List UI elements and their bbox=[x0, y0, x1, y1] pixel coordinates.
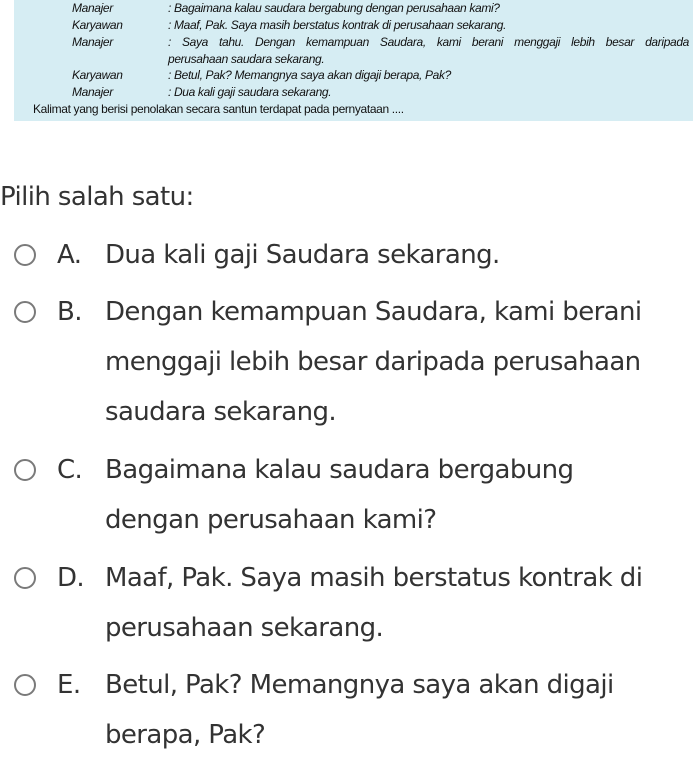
option-letter: E. bbox=[57, 670, 81, 700]
option-d[interactable] bbox=[0, 553, 693, 653]
option-c[interactable] bbox=[0, 445, 693, 545]
option-text: menggaji lebih besar daripada perusahaan bbox=[105, 347, 641, 377]
option-letter: B. bbox=[57, 297, 82, 327]
radio-button[interactable] bbox=[14, 301, 36, 323]
question-image bbox=[14, 0, 693, 121]
option-text: Betul, Pak? Memangnya saya akan digaji bbox=[105, 670, 614, 700]
dialog-speaker: Karyawan bbox=[72, 68, 123, 82]
dialog-text-continuation: perusahaan saudara sekarang. bbox=[168, 52, 325, 66]
dialog-speaker: Karyawan bbox=[72, 18, 123, 32]
option-letter: C. bbox=[57, 455, 83, 485]
radio-button[interactable] bbox=[14, 567, 36, 589]
option-letter: D. bbox=[57, 563, 85, 593]
radio-button[interactable] bbox=[14, 459, 36, 481]
option-text: Dua kali gaji Saudara sekarang. bbox=[105, 240, 500, 270]
option-text: Dengan kemampuan Saudara, kami berani bbox=[105, 297, 642, 327]
radio-button[interactable] bbox=[14, 674, 36, 696]
dialog-text: : Betul, Pak? Memangnya saya akan digaji berapa, Pak? bbox=[168, 68, 451, 82]
dialog-text: : Dua kali gaji saudara sekarang. bbox=[168, 85, 332, 99]
dialog-text: : Maaf, Pak. Saya masih berstatus kontrak di perusahaan sekarang. bbox=[168, 18, 507, 32]
radio-button[interactable] bbox=[14, 244, 36, 266]
dialog-text: : Bagaimana kalau saudara bergabung dengan perusahaan kami? bbox=[168, 1, 500, 15]
dialog-text: : Saya tahu. Dengan kemampuan Saudara, kami berani menggaji lebih besar daripada bbox=[168, 35, 689, 49]
dialog-speaker: Manajer bbox=[72, 35, 113, 49]
option-text: berapa, Pak? bbox=[105, 720, 266, 750]
option-b[interactable] bbox=[0, 287, 693, 437]
option-text: Maaf, Pak. Saya masih berstatus kontrak di bbox=[105, 563, 643, 593]
option-text: Bagaimana kalau saudara bergabung bbox=[105, 455, 574, 485]
dialog-speaker: Manajer bbox=[72, 85, 113, 99]
option-letter: A. bbox=[57, 240, 82, 270]
option-e[interactable] bbox=[0, 660, 693, 760]
option-a[interactable] bbox=[0, 230, 693, 280]
option-text: dengan perusahaan kami? bbox=[105, 505, 437, 535]
option-text: perusahaan sekarang. bbox=[105, 613, 384, 643]
option-text: saudara sekarang. bbox=[105, 397, 337, 427]
question-text: Kalimat yang berisi penolakan secara santun terdapat pada pernyataan .... bbox=[33, 102, 404, 116]
choose-one-label: Pilih salah satu: bbox=[0, 182, 194, 212]
dialog-speaker: Manajer bbox=[72, 1, 113, 15]
